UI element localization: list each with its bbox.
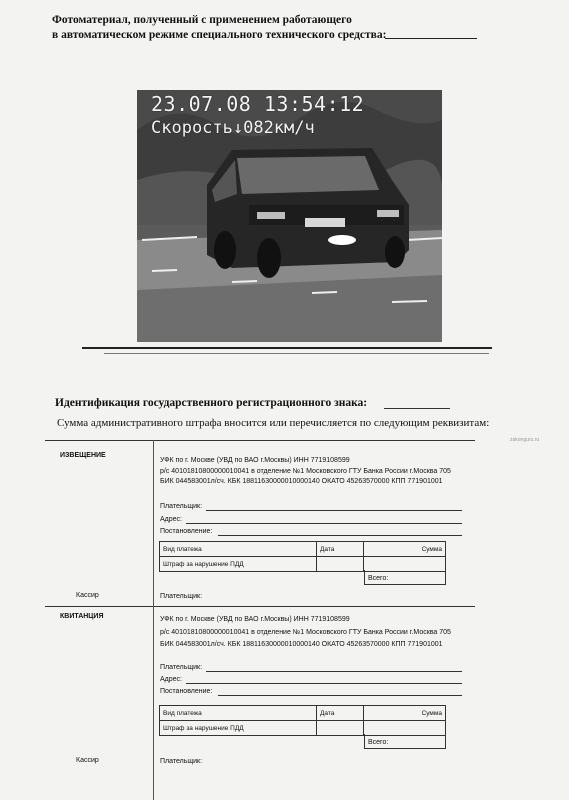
- notice-payment-table: [159, 541, 446, 572]
- notice-row-payment-type: Штраф за нарушение ПДД: [160, 557, 317, 572]
- notice-decree-field[interactable]: [218, 535, 462, 536]
- receipt-col-date: Дата: [317, 706, 364, 721]
- receipt-row-payment-type: Штраф за нарушение ПДД: [160, 721, 317, 736]
- notice-payer-bottom-label: Плательщик:: [160, 593, 203, 600]
- stub-divider: [153, 440, 154, 800]
- notice-top-line: [45, 440, 475, 441]
- receipt-recipient-line2: р/с 40101810800000010041 в отделение №1 Московского ГТУ Банка России г.Москва 705: [160, 629, 451, 636]
- notice-address-label: Адрес:: [160, 516, 182, 523]
- receipt-title: КВИТАНЦИЯ: [60, 613, 104, 620]
- receipt-decree-label: Постановление:: [160, 688, 213, 695]
- receipt-payment-table: [159, 705, 446, 736]
- document-header: [52, 13, 386, 43]
- notice-address-field[interactable]: [186, 523, 462, 524]
- receipt-address-field[interactable]: [186, 683, 462, 684]
- receipt-address-label: Адрес:: [160, 676, 182, 683]
- notice-row-date[interactable]: [317, 557, 364, 572]
- photo-speed: Скорость↓082км/ч: [151, 118, 315, 138]
- header-underline: [385, 38, 477, 39]
- receipt-payer-label: Плательщик:: [160, 664, 203, 671]
- receipt-payer-field[interactable]: [206, 671, 462, 672]
- receipt-row-date[interactable]: [317, 721, 364, 736]
- receipt-recipient-line1: УФК по г. Москве (УВД по ВАО г.Москвы) ИНН 7719108599: [160, 616, 350, 623]
- notice-recipient-line2: р/с 40101810800000010041 в отделение №1 Московского ГТУ Банка России г.Москва 705: [160, 468, 451, 475]
- notice-title: ИЗВЕЩЕНИЕ: [60, 452, 106, 459]
- scan-line: [82, 347, 492, 349]
- receipt-col-payment-type: Вид платежа: [160, 706, 317, 721]
- notice-total-label: Всего:: [368, 575, 389, 582]
- receipt-cashier-label: Кассир: [76, 757, 99, 764]
- notice-col-payment-type: Вид платежа: [160, 542, 317, 557]
- receipt-recipient-line3: БИК 044583001л/сч. КБК 18811630000010000140 ОКАТО 45263570000 КПП 771901001: [160, 641, 443, 648]
- scan-line-faint: [104, 353, 489, 354]
- receipt-top-line: [45, 606, 475, 607]
- receipt-col-amount: Сумма: [364, 706, 446, 721]
- receipt-payer-bottom-label: Плательщик:: [160, 758, 203, 765]
- header-title-line1: Фотоматериал, полученный с применением работающего: [52, 14, 352, 26]
- notice-cashier-label: Кассир: [76, 592, 99, 599]
- notice-col-date: Дата: [317, 542, 364, 557]
- photo-datetime: 23.07.08 13:54:12: [151, 92, 365, 116]
- receipt-total-field[interactable]: [364, 734, 446, 749]
- plate-identification-label: Идентификация государственного регистрационного знака:: [55, 397, 368, 409]
- header-title-line2: в автоматическом режиме специального технического средства:: [52, 29, 387, 41]
- receipt-decree-field[interactable]: [218, 695, 462, 696]
- notice-recipient-line3: БИК 044583001л/сч. КБК 18811630000010000140 ОКАТО 45263570000 КПП 771901001: [160, 478, 443, 485]
- notice-payer-field[interactable]: [206, 510, 462, 511]
- notice-decree-label: Постановление:: [160, 528, 213, 535]
- watermark: zakonguru.ru: [510, 437, 540, 443]
- plate-identification-line: [384, 408, 450, 409]
- payment-note: Сумма административного штрафа вносится или перечисляется по следующим реквизитам:: [57, 417, 490, 429]
- camera-photo: [137, 90, 442, 342]
- notice-recipient-line1: УФК по г. Москве (УВД по ВАО г.Москвы) ИНН 7719108599: [160, 457, 350, 464]
- notice-col-amount: Сумма: [364, 542, 446, 557]
- notice-payer-label: Плательщик:: [160, 503, 203, 510]
- notice-total-field[interactable]: [364, 570, 446, 585]
- receipt-total-label: Всего:: [368, 739, 389, 746]
